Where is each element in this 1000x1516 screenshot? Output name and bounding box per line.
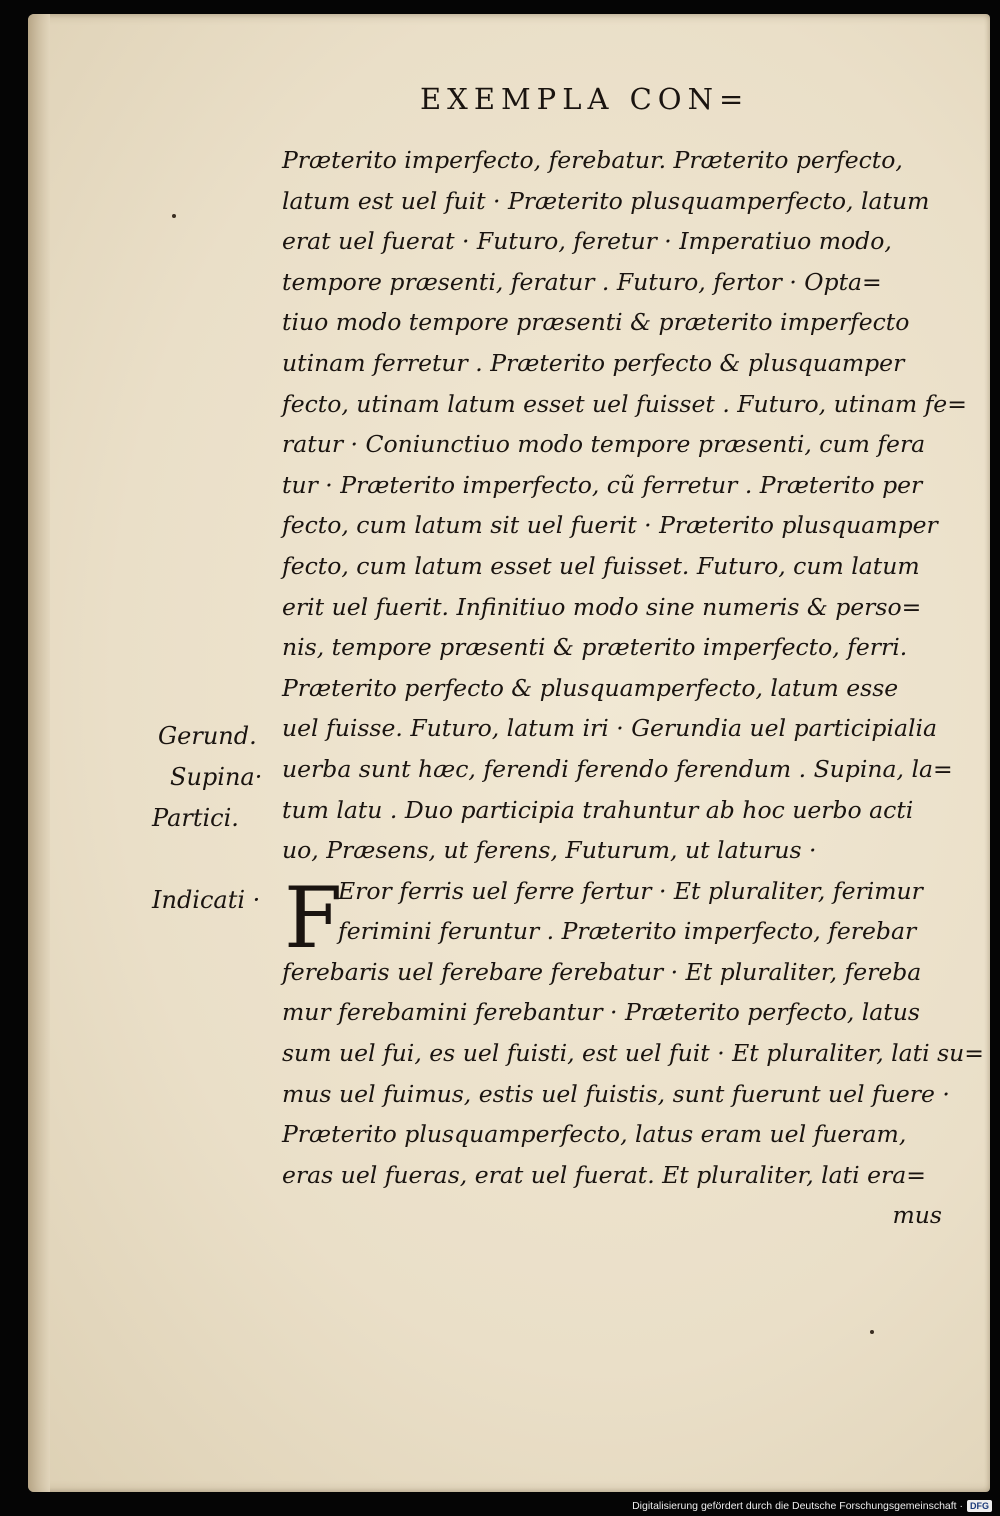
text-line: tum latu . Duo participia trahuntur ab hoc uerbo acti xyxy=(282,795,914,824)
margin-note-supina: Supina· xyxy=(170,763,263,791)
text-line: fecto, cum latum sit uel fuerit · Præterito plusquamper xyxy=(282,511,938,540)
text-line: ferimini feruntur . Præterito imperfecto, ferebar xyxy=(338,917,917,946)
text-line: Præterito perfecto & plusquamperfecto, latum esse xyxy=(282,673,899,702)
text-line: nis, tempore præsenti & præterito imperfecto, ferri. xyxy=(282,633,908,662)
text-line: Præterito imperfecto, ferebatur. Præterito perfecto, xyxy=(282,146,903,174)
text-line: uerba sunt hæc, ferendi ferendo ferendum . Supina, la= xyxy=(282,754,953,783)
catchword: mus xyxy=(892,1201,942,1230)
text-line: fecto, cum latum esset uel fuisset. Futuro, cum latum xyxy=(282,551,920,580)
main-text-block xyxy=(282,140,984,1236)
margin-note-indicati: Indicati · xyxy=(152,886,261,914)
text-line: mur ferebamini ferebantur · Præterito perfecto, latus xyxy=(282,998,920,1027)
text-line: Eror ferris uel ferre fertur · Et pluraliter, ferimur xyxy=(338,876,923,905)
credit-text: Digitalisierung gefördert durch die Deutsche Forschungsgemeinschaft · xyxy=(632,1500,963,1512)
text-line: fecto, utinam latum esset uel fuisset . Futuro, utinam fe= xyxy=(282,389,967,418)
drop-capital: F xyxy=(284,869,343,967)
text-line: tiuo modo tempore præsenti & præterito imperfecto xyxy=(282,308,910,337)
running-title: EXEMPLA CON= xyxy=(420,82,750,116)
text-line: Præterito plusquamperfecto, latus eram uel fueram, xyxy=(282,1120,907,1149)
text-line: erat uel fuerat · Futuro, feretur · Imperatiuo modo, xyxy=(282,227,892,256)
dfg-logo-icon: DFG xyxy=(967,1500,992,1512)
text-line: tur · Præterito imperfecto, cũ ferretur . Præterito per xyxy=(282,470,923,499)
text-line: sum uel fui, es uel fuisti, est uel fuit · Et pluraliter, lati su= xyxy=(282,1039,984,1068)
text-line: utinam ferretur . Præterito perfecto & plusquamper xyxy=(282,348,905,377)
margin-note-gerund: Gerund. xyxy=(158,722,257,750)
text-line: uel fuisse. Futuro, latum iri · Gerundia uel participialia xyxy=(282,714,938,743)
digitization-credit xyxy=(632,1500,992,1512)
text-line: erit uel fuerit. Infinitiuo modo sine numeris & perso= xyxy=(282,592,922,621)
page-gutter xyxy=(28,14,50,1492)
text-line: latum est uel fuit · Præterito plusquamperfecto, latum xyxy=(282,186,930,215)
text-line: tempore præsenti, feratur . Futuro, fertor · Opta= xyxy=(282,267,882,296)
text-line: uo, Præsens, ut ferens, Futurum, ut laturus · xyxy=(282,836,817,865)
margin-note-partici: Partici. xyxy=(152,804,239,832)
text-line: mus uel fuimus, estis uel fuistis, sunt fuerunt uel fuere · xyxy=(282,1079,950,1108)
ink-speck xyxy=(172,214,176,218)
text-line: ratur · Coniunctiuo modo tempore præsenti, cum fera xyxy=(282,430,926,459)
text-line: ferebaris uel ferebare ferebatur · Et pluraliter, fereba xyxy=(282,957,922,986)
ink-speck xyxy=(870,1330,874,1334)
text-line: eras uel fueras, erat uel fuerat. Et pluraliter, lati era= xyxy=(282,1160,926,1189)
